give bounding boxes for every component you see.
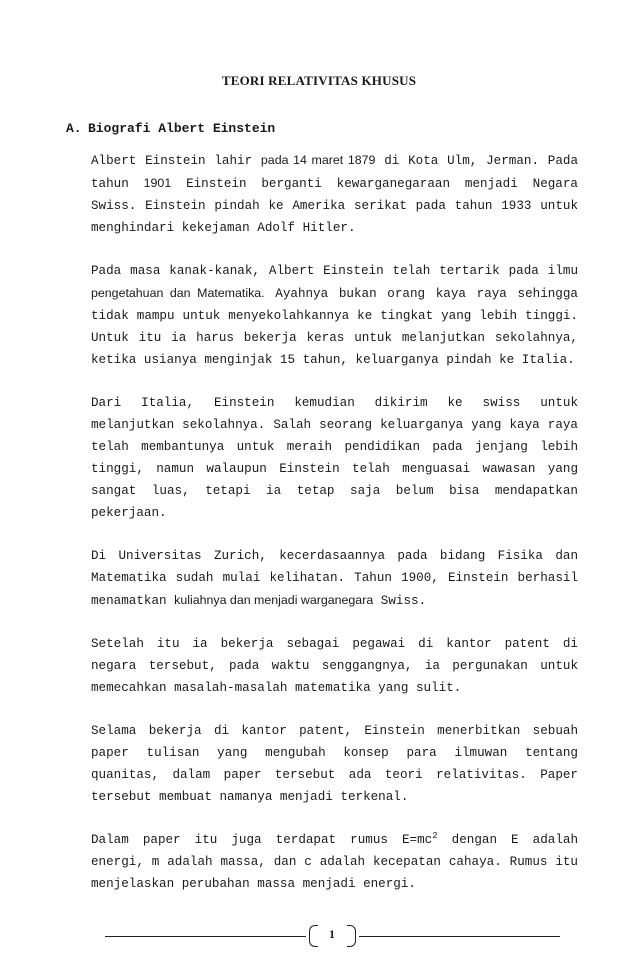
section-heading-text: Biografi Albert Einstein (88, 121, 276, 136)
page-number: 1 (329, 927, 335, 941)
text-run: di Kota Ulm, Jerman. Pada tahun (91, 154, 578, 191)
text-run: dengan E adalah energi, m adalah massa, dan c adalah kecepatan cahaya. Rumus itu menjelaskan perubahan massa menjadi energi. (91, 833, 578, 891)
document-title: TEORI RELATIVITAS KHUSUS (221, 73, 417, 88)
document-body (91, 149, 578, 916)
formula-superscript: 2 (432, 830, 438, 841)
text-run: pengetahuan dan Matematika. (91, 286, 265, 300)
footer-brace-right (347, 925, 356, 947)
paragraph-italy: Dari Italia, Einstein kemudian dikirim ke swiss untuk melanjutkan sekolahnya. Salah seorang keluarganya yang kaya raya telah membantunya untuk meraih pendidikan pada jenjang lebih tinggi, namun walaupun Einstein telah menguasai wawasan yang sangat luas, tetapi ia tetap saja belum bisa mendapatkan pekerjaan. (91, 396, 578, 520)
text-run: kuliahnya dan menjadi warganegara (174, 593, 374, 607)
footer-rule-left (105, 936, 306, 937)
text-run: 1901 (143, 176, 172, 190)
text-run: Pada masa kanak-kanak, Albert Einstein telah tertarik pada ilmu (91, 264, 578, 278)
text-run: Ayahnya bukan orang kaya raya sehingga tidak mampu untuk menyekolahkannya ke tingkat yang lebih tinggi. Untuk itu ia harus bekerja keras untuk melanjutkan sekolahnya, ketika usianya menginjak 15 tahun, keluarganya pindah ke Italia. (91, 287, 578, 367)
section-number: A. (66, 121, 82, 136)
text-run: Dalam paper itu juga terdapat rumus E=mc (91, 833, 433, 847)
text-run: Einstein berganti kewarganegaraan menjadi Negara Swiss. Einstein pindah ke Amerika serikat pada tahun 1933 untuk menghindari kekejaman Adolf Hitler. (91, 177, 578, 235)
text-run: pada 14 maret 1879 (260, 153, 376, 167)
page-footer (105, 925, 560, 947)
paragraph-childhood (91, 260, 578, 371)
text-run: Albert Einstein lahir (91, 154, 261, 168)
text-run: Swiss. (373, 594, 427, 608)
paragraph-zurich (91, 545, 578, 612)
text-run: Di Universitas Zurich, kecerdasaannya pada bidang Fisika dan Matematika sudah mulai kelihatan. Tahun 1900, Einstein berhasil menamatkan (91, 549, 578, 608)
footer-rule-right (359, 936, 560, 937)
section-heading (66, 121, 275, 136)
paragraph-patent-office: Setelah itu ia bekerja sebagai pegawai di kantor patent di negara tersebut, pada waktu senggangnya, ia pergunakan untuk memecahkan masalah-masalah matematika yang sulit. (91, 637, 578, 695)
paragraph-birth (91, 149, 578, 239)
paragraph-formula (91, 829, 578, 895)
paragraph-paper: Selama bekerja di kantor patent, Einstein menerbitkan sebuah paper tulisan yang mengubah konsep para ilmuwan tentang quanitas, dalam paper tersebut ada teori relativitas. Paper tersebut membuat namanya menjadi terkenal. (91, 724, 578, 804)
